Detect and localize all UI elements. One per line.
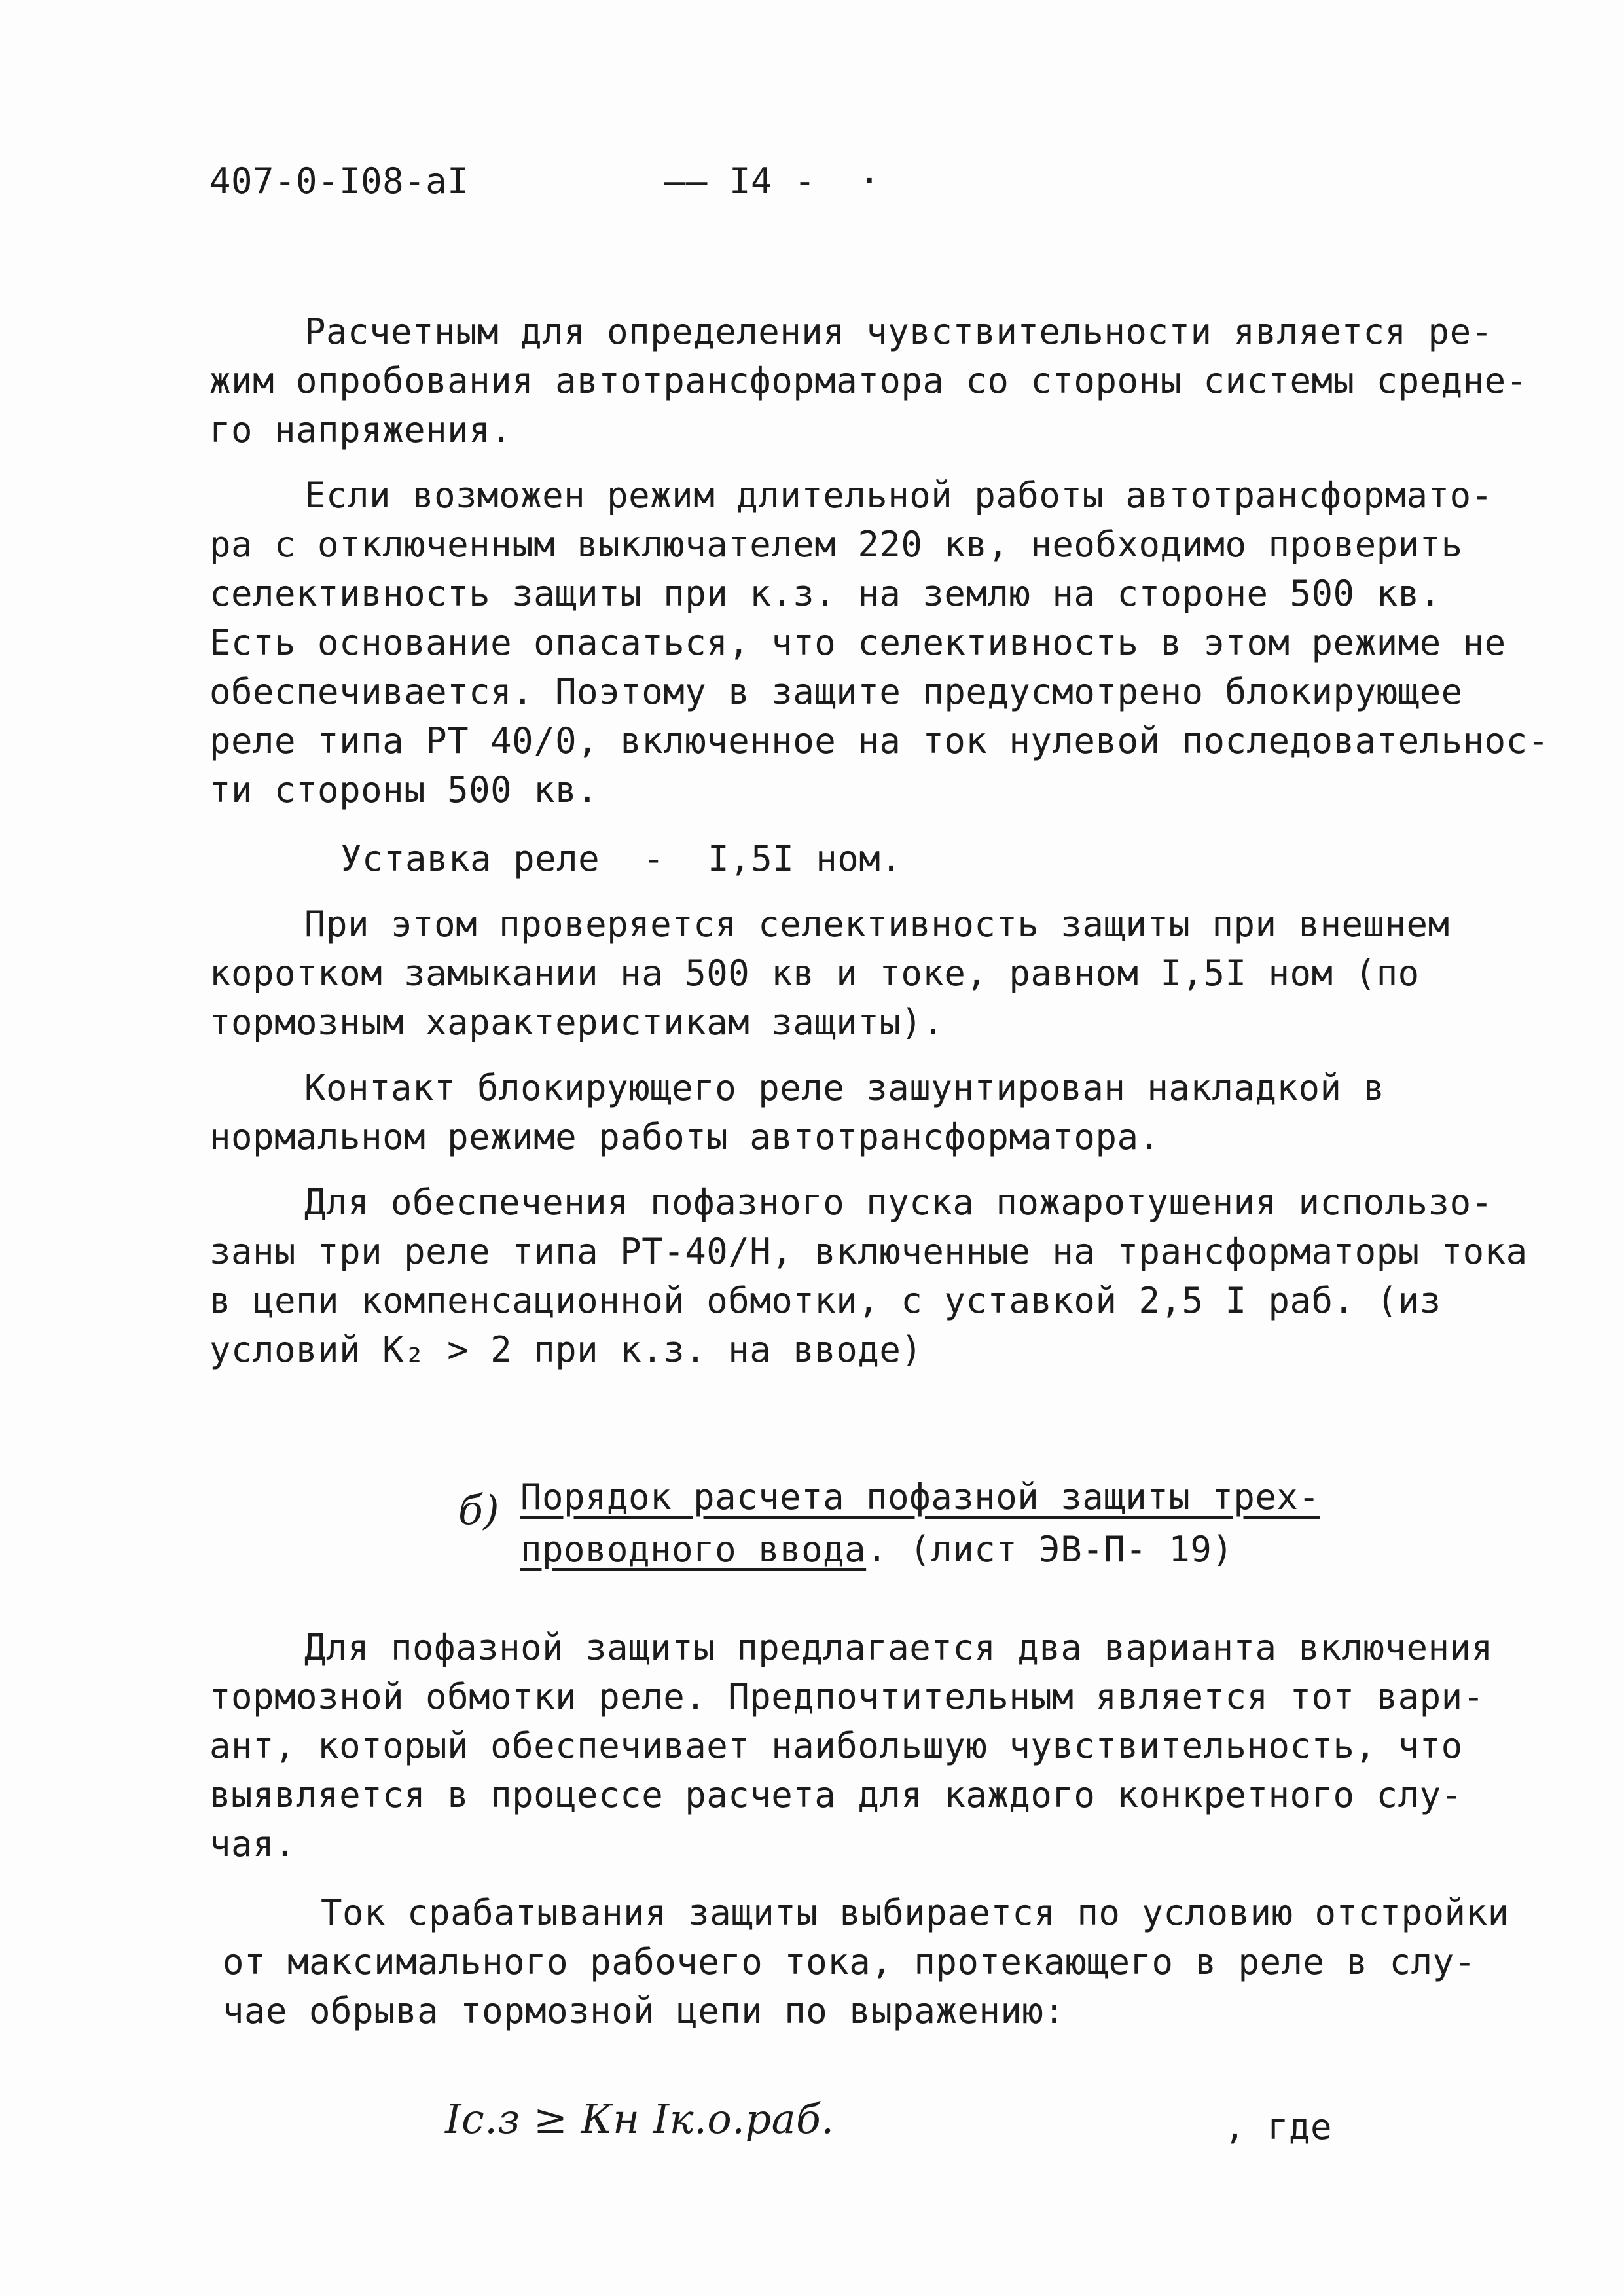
paragraph-line: в цепи компенсационной обмотки, с уставкой 2,5 I раб. (из bbox=[209, 1280, 1441, 1321]
formula-suffix: , где bbox=[1224, 2106, 1333, 2147]
paragraph-line: селективность защиты при к.з. на землю на стороне 500 кв. bbox=[209, 573, 1441, 614]
paragraph-line: Расчетным для определения чувствительности является ре- bbox=[304, 311, 1493, 352]
formula: Iс.з ≥ Кн Iк.о.раб. bbox=[445, 2095, 835, 2143]
paragraph-line: тормозной обмотки реле. Предпочтительным является тот вари- bbox=[209, 1676, 1485, 1717]
paragraph-line: ра с отключенным выключателем 220 кв, необходимо проверить bbox=[209, 524, 1463, 565]
paragraph-line: чая. bbox=[209, 1823, 297, 1865]
paragraph-line: заны три реле типа РТ-40/Н, включенные на трансформаторы тока bbox=[209, 1231, 1528, 1272]
paragraph-line: реле типа РТ 40/0, включенное на ток нулевой последовательнос- bbox=[209, 720, 1549, 761]
paragraph-line: Для пофазной защиты предлагается два варианта включения bbox=[304, 1627, 1493, 1668]
paragraph-line: Контакт блокирующего реле зашунтирован накладкой в bbox=[304, 1067, 1385, 1108]
section-heading-line-1: Порядок расчета пофазной защиты трех- bbox=[520, 1476, 1320, 1518]
section-heading-sheet-ref: . (лист ЭВ-П- 19) bbox=[866, 1529, 1234, 1570]
paragraph-line: нормальном режиме работы автотрансформатора. bbox=[209, 1116, 1161, 1157]
paragraph-line: Если возможен режим длительной работы автотрансформато- bbox=[304, 475, 1493, 516]
paragraph-line: обеспечивается. Поэтому в защите предусмотрено блокирующее bbox=[209, 671, 1463, 712]
paragraph-line: жим опробования автотрансформатора со стороны системы средне- bbox=[209, 360, 1528, 401]
page-number: —— I4 - · bbox=[664, 160, 881, 202]
paragraph-line: Есть основание опасаться, что селективность в этом режиме не bbox=[209, 622, 1506, 663]
paragraph-line: Для обеспечения пофазного пуска пожаротушения использо- bbox=[304, 1182, 1493, 1223]
paragraph-line: выявляется в процессе расчета для каждого конкретного слу- bbox=[209, 1774, 1463, 1815]
paragraph-line: от максимального рабочего тока, протекающего в реле в слу- bbox=[223, 1941, 1476, 1982]
paragraph-line: При этом проверяется селективность защиты при внешнем bbox=[304, 903, 1450, 945]
paragraph-line: коротком замыкании на 500 кв и токе, равном I,5I ном (по bbox=[209, 953, 1420, 994]
document-code: 407-0-I08-aI bbox=[209, 160, 469, 202]
paragraph-line: ти стороны 500 кв. bbox=[209, 769, 599, 811]
relay-setting: Уставка реле - I,5I ном. bbox=[340, 838, 903, 879]
paragraph-line: условий К₂ > 2 при к.з. на вводе) bbox=[209, 1329, 923, 1370]
paragraph-line: тормозным характеристикам защиты). bbox=[209, 1002, 945, 1043]
paragraph-line: чае обрыва тормозной цепи по выражению: bbox=[223, 1990, 1066, 2032]
paragraph-line: Ток срабатывания защиты выбирается по условию отстройки bbox=[321, 1892, 1509, 1933]
section-heading-underlined: проводного ввода bbox=[520, 1529, 867, 1570]
section-marker: б) bbox=[458, 1486, 500, 1534]
section-heading-line-2 bbox=[520, 1525, 1233, 1574]
paragraph-line: го напряжения. bbox=[209, 409, 513, 450]
paragraph-line: ант, который обеспечивает наибольшую чувствительность, что bbox=[209, 1725, 1463, 1766]
